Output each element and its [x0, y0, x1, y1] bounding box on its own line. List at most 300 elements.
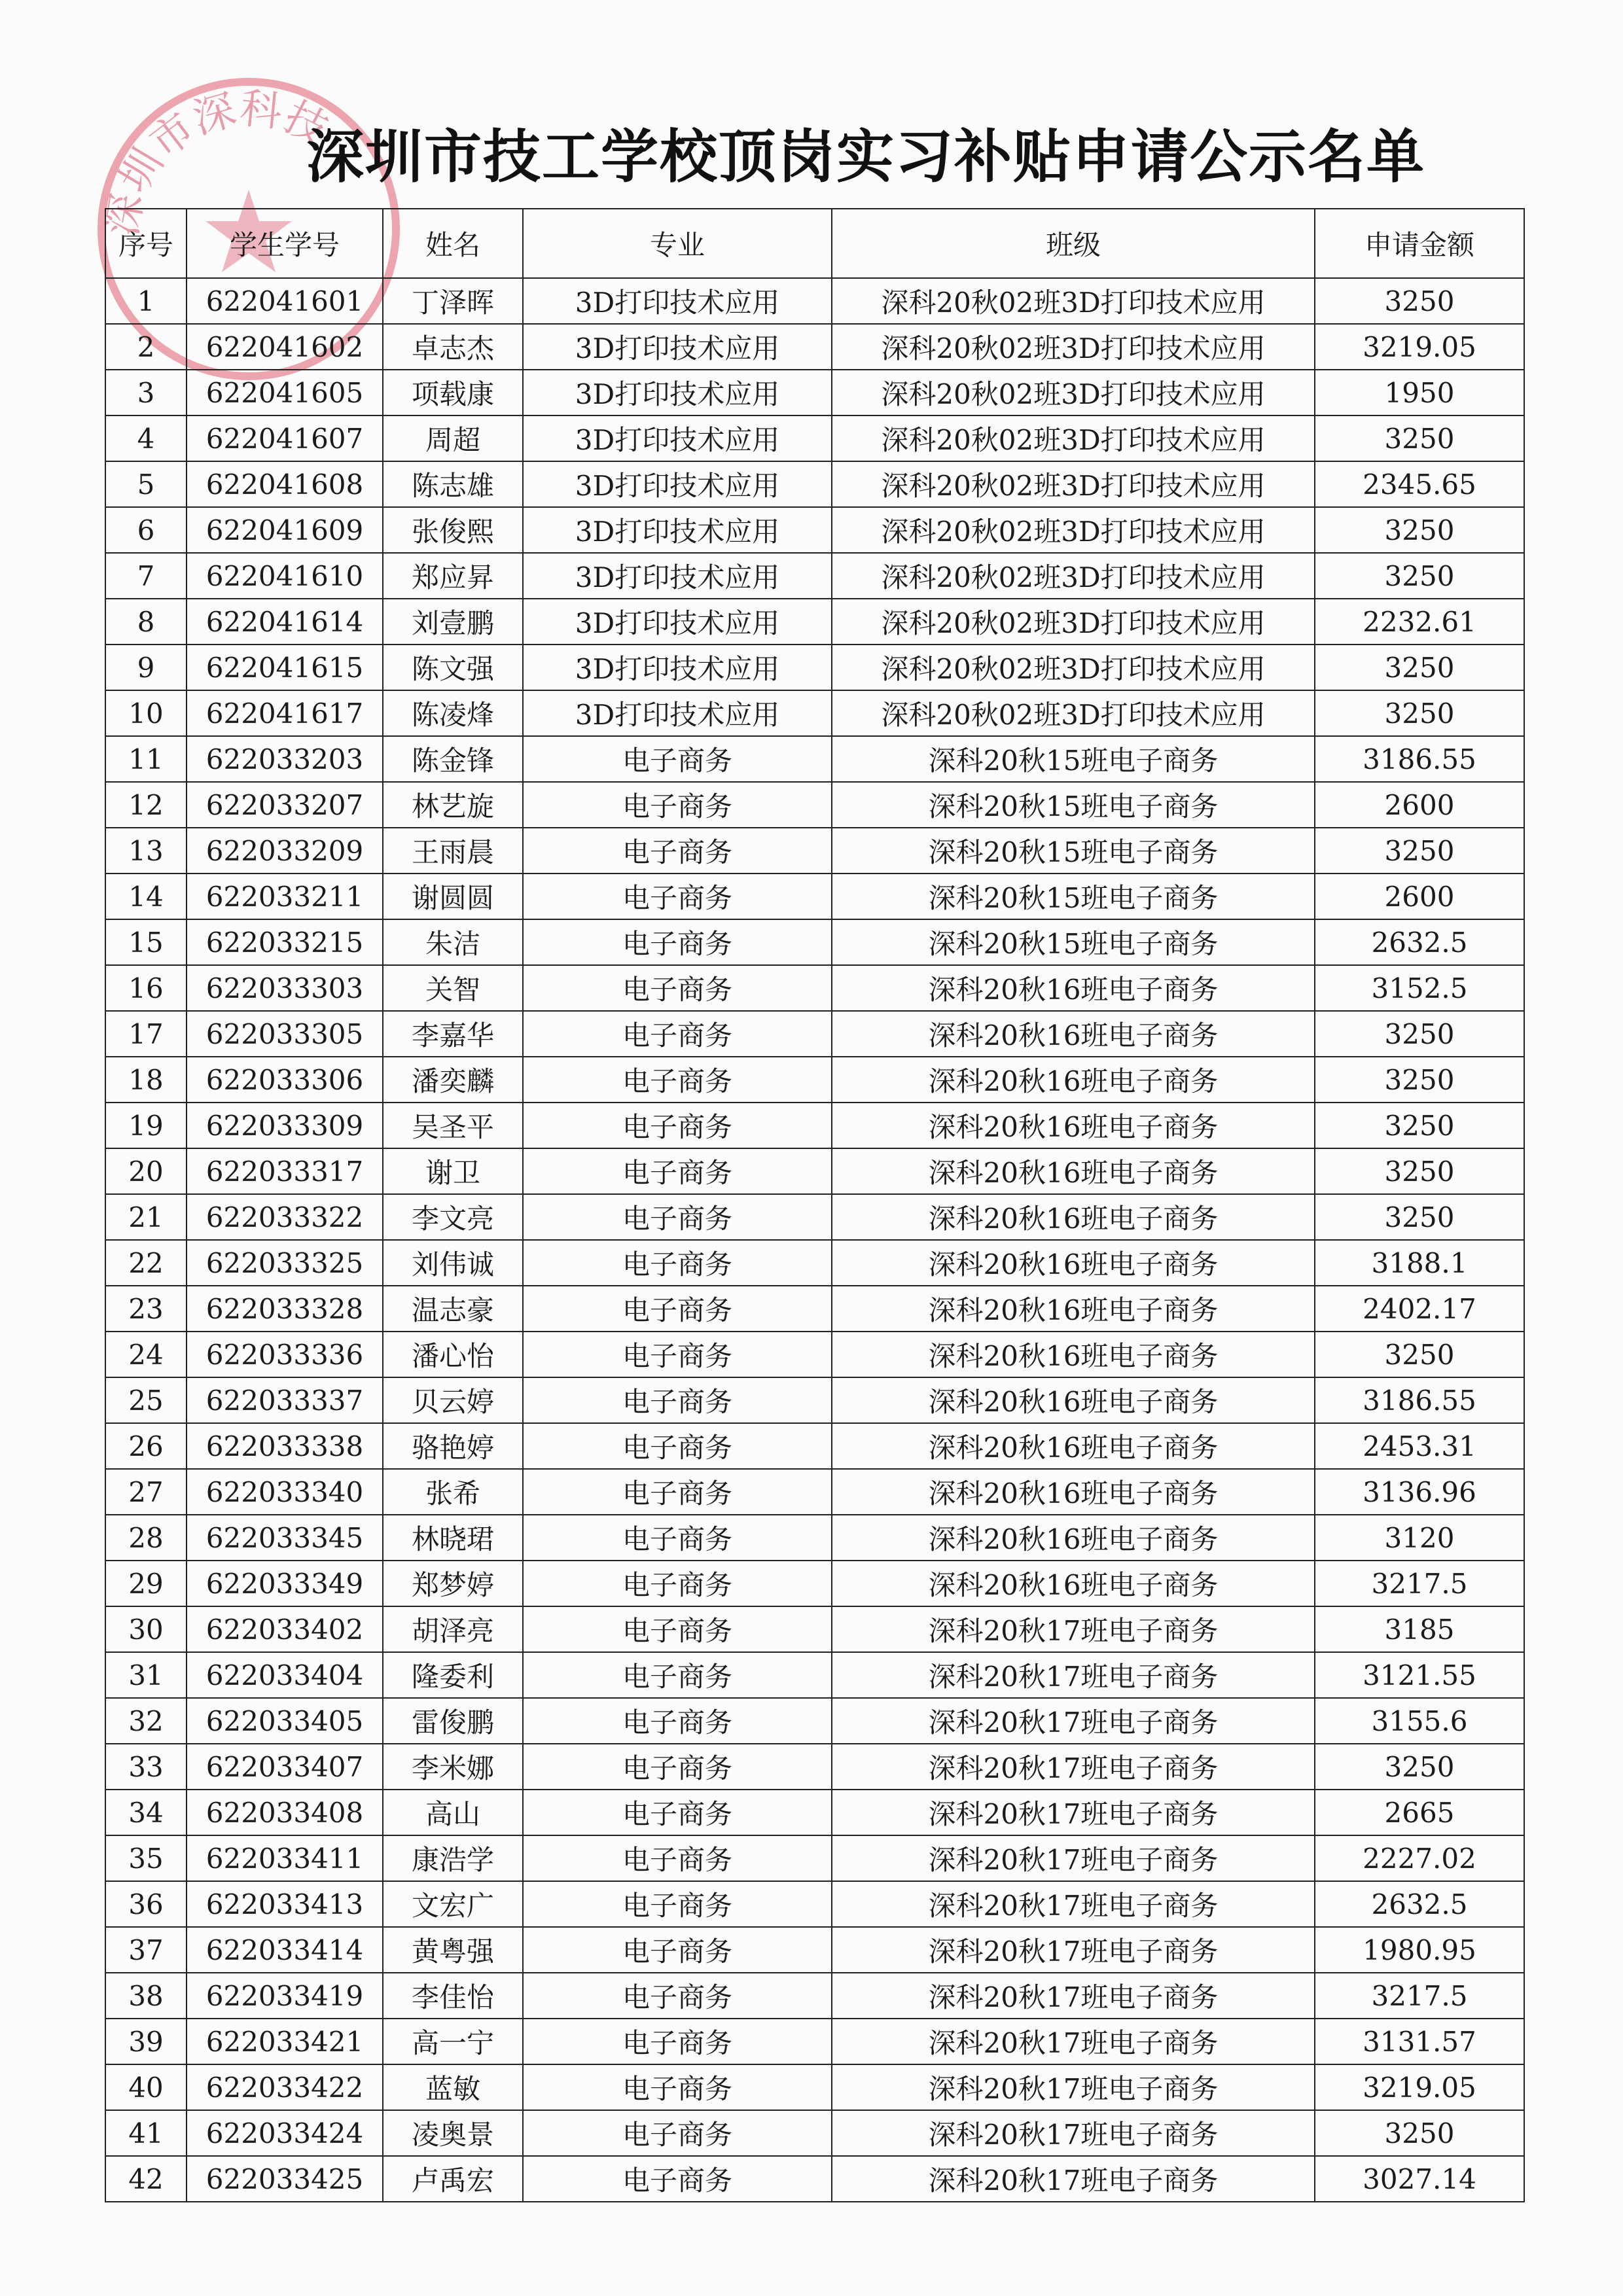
cell-student-id: 622033337: [187, 1377, 383, 1423]
cell-amount: 2600: [1315, 782, 1524, 828]
cell-major: 电子商务: [523, 1561, 832, 1606]
header-major: 专业: [523, 209, 832, 278]
table-row: [105, 278, 1524, 324]
cell-amount: 3217.5: [1315, 1973, 1524, 2019]
subsidy-roster-table: [105, 208, 1525, 2202]
cell-class: 深科20秋15班电子商务: [832, 828, 1315, 874]
cell-student-id: 622033322: [187, 1194, 383, 1240]
cell-class: 深科20秋16班电子商务: [832, 1515, 1315, 1561]
cell-amount: 1950: [1315, 370, 1524, 415]
cell-student-id: 622041601: [187, 278, 383, 324]
cell-student-id: 622033414: [187, 1927, 383, 1973]
cell-student-id: 622033419: [187, 1973, 383, 2019]
table-row: [105, 1606, 1524, 1652]
cell-amount: 3250: [1315, 1744, 1524, 1790]
cell-major: 电子商务: [523, 1057, 832, 1103]
cell-major: 电子商务: [523, 1652, 832, 1698]
cell-seq: 37: [105, 1927, 187, 1973]
header-class: 班级: [832, 209, 1315, 278]
header-seq: 序号: [105, 209, 187, 278]
cell-name: 张俊熙: [383, 507, 523, 553]
table-row: [105, 1881, 1524, 1927]
cell-major: 3D打印技术应用: [523, 645, 832, 690]
cell-amount: 2665: [1315, 1790, 1524, 1835]
cell-class: 深科20秋17班电子商务: [832, 1698, 1315, 1744]
cell-name: 潘心怡: [383, 1332, 523, 1377]
cell-major: 电子商务: [523, 919, 832, 965]
cell-student-id: 622033407: [187, 1744, 383, 1790]
cell-seq: 32: [105, 1698, 187, 1744]
cell-name: 李文亮: [383, 1194, 523, 1240]
cell-amount: 3250: [1315, 415, 1524, 461]
cell-amount: 3250: [1315, 828, 1524, 874]
table-row: [105, 1927, 1524, 1973]
cell-amount: 3250: [1315, 1194, 1524, 1240]
cell-class: 深科20秋02班3D打印技术应用: [832, 415, 1315, 461]
cell-name: 文宏广: [383, 1881, 523, 1927]
cell-amount: 2632.5: [1315, 1881, 1524, 1927]
cell-amount: 3250: [1315, 507, 1524, 553]
cell-seq: 28: [105, 1515, 187, 1561]
cell-class: 深科20秋15班电子商务: [832, 919, 1315, 965]
cell-student-id: 622033422: [187, 2064, 383, 2110]
cell-seq: 21: [105, 1194, 187, 1240]
cell-amount: 3250: [1315, 690, 1524, 736]
cell-class: 深科20秋02班3D打印技术应用: [832, 553, 1315, 599]
cell-name: 卢禹宏: [383, 2156, 523, 2202]
cell-class: 深科20秋16班电子商务: [832, 1194, 1315, 1240]
cell-amount: 3152.5: [1315, 965, 1524, 1011]
cell-seq: 35: [105, 1835, 187, 1881]
cell-major: 电子商务: [523, 2019, 832, 2064]
header-student-id: 学生学号: [187, 209, 383, 278]
cell-student-id: 622033404: [187, 1652, 383, 1698]
cell-seq: 18: [105, 1057, 187, 1103]
cell-major: 电子商务: [523, 2156, 832, 2202]
cell-class: 深科20秋15班电子商务: [832, 736, 1315, 782]
seal-text: 深圳市深科技: [98, 84, 336, 239]
cell-name: 朱洁: [383, 919, 523, 965]
cell-name: 郑梦婷: [383, 1561, 523, 1606]
cell-class: 深科20秋17班电子商务: [832, 1652, 1315, 1698]
cell-seq: 13: [105, 828, 187, 874]
page-title: 深圳市技工学校顶岗实习补贴申请公示名单: [306, 123, 1426, 190]
cell-class: 深科20秋16班电子商务: [832, 1240, 1315, 1286]
cell-amount: 3250: [1315, 645, 1524, 690]
cell-major: 3D打印技术应用: [523, 690, 832, 736]
cell-student-id: 622033211: [187, 874, 383, 919]
cell-seq: 8: [105, 599, 187, 645]
cell-name: 凌奥景: [383, 2110, 523, 2156]
cell-amount: 3186.55: [1315, 736, 1524, 782]
cell-student-id: 622041602: [187, 324, 383, 370]
cell-seq: 16: [105, 965, 187, 1011]
cell-seq: 5: [105, 461, 187, 507]
cell-name: 高一宁: [383, 2019, 523, 2064]
cell-class: 深科20秋16班电子商务: [832, 1469, 1315, 1515]
table-row: [105, 507, 1524, 553]
cell-student-id: 622041609: [187, 507, 383, 553]
cell-amount: 3136.96: [1315, 1469, 1524, 1515]
cell-major: 3D打印技术应用: [523, 278, 832, 324]
cell-major: 电子商务: [523, 1973, 832, 2019]
cell-amount: 2453.31: [1315, 1423, 1524, 1469]
cell-major: 电子商务: [523, 1469, 832, 1515]
table-row: [105, 828, 1524, 874]
cell-major: 电子商务: [523, 2064, 832, 2110]
cell-amount: 3027.14: [1315, 2156, 1524, 2202]
cell-student-id: 622033402: [187, 1606, 383, 1652]
cell-seq: 42: [105, 2156, 187, 2202]
table-row: [105, 690, 1524, 736]
table-row: [105, 415, 1524, 461]
cell-class: 深科20秋02班3D打印技术应用: [832, 278, 1315, 324]
cell-amount: 3250: [1315, 1332, 1524, 1377]
table-row: [105, 874, 1524, 919]
cell-major: 3D打印技术应用: [523, 324, 832, 370]
cell-name: 谢卫: [383, 1148, 523, 1194]
cell-seq: 24: [105, 1332, 187, 1377]
cell-major: 电子商务: [523, 1515, 832, 1561]
cell-student-id: 622033325: [187, 1240, 383, 1286]
cell-class: 深科20秋16班电子商务: [832, 1332, 1315, 1377]
cell-name: 骆艳婷: [383, 1423, 523, 1469]
cell-name: 康浩学: [383, 1835, 523, 1881]
cell-class: 深科20秋16班电子商务: [832, 1423, 1315, 1469]
cell-amount: 3217.5: [1315, 1561, 1524, 1606]
cell-seq: 17: [105, 1011, 187, 1057]
table-row: [105, 965, 1524, 1011]
cell-class: 深科20秋17班电子商务: [832, 1927, 1315, 1973]
cell-class: 深科20秋02班3D打印技术应用: [832, 507, 1315, 553]
cell-seq: 12: [105, 782, 187, 828]
cell-seq: 6: [105, 507, 187, 553]
cell-amount: 2345.65: [1315, 461, 1524, 507]
cell-name: 陈金锋: [383, 736, 523, 782]
cell-major: 电子商务: [523, 1286, 832, 1332]
cell-amount: 3219.05: [1315, 2064, 1524, 2110]
cell-class: 深科20秋17班电子商务: [832, 1790, 1315, 1835]
cell-student-id: 622033209: [187, 828, 383, 874]
cell-major: 电子商务: [523, 1927, 832, 1973]
table-row: [105, 1286, 1524, 1332]
cell-seq: 19: [105, 1103, 187, 1148]
cell-seq: 10: [105, 690, 187, 736]
cell-student-id: 622033317: [187, 1148, 383, 1194]
cell-amount: 3185: [1315, 1606, 1524, 1652]
cell-name: 丁泽晖: [383, 278, 523, 324]
cell-seq: 33: [105, 1744, 187, 1790]
cell-amount: 3155.6: [1315, 1698, 1524, 1744]
cell-major: 电子商务: [523, 736, 832, 782]
cell-class: 深科20秋16班电子商务: [832, 1286, 1315, 1332]
cell-name: 周超: [383, 415, 523, 461]
cell-student-id: 622041614: [187, 599, 383, 645]
cell-seq: 14: [105, 874, 187, 919]
cell-class: 深科20秋02班3D打印技术应用: [832, 324, 1315, 370]
cell-student-id: 622033413: [187, 1881, 383, 1927]
cell-seq: 40: [105, 2064, 187, 2110]
cell-class: 深科20秋15班电子商务: [832, 782, 1315, 828]
cell-class: 深科20秋17班电子商务: [832, 2110, 1315, 2156]
header-amount: 申请金额: [1315, 209, 1524, 278]
cell-name: 陈文强: [383, 645, 523, 690]
cell-name: 刘壹鹏: [383, 599, 523, 645]
table-row: [105, 1332, 1524, 1377]
cell-student-id: 622033336: [187, 1332, 383, 1377]
cell-student-id: 622033305: [187, 1011, 383, 1057]
table-row: [105, 599, 1524, 645]
cell-seq: 23: [105, 1286, 187, 1332]
cell-name: 李米娜: [383, 1744, 523, 1790]
table-row: [105, 1011, 1524, 1057]
cell-name: 关智: [383, 965, 523, 1011]
table-row: [105, 1423, 1524, 1469]
table-row: [105, 1377, 1524, 1423]
cell-amount: 3186.55: [1315, 1377, 1524, 1423]
cell-student-id: 622041617: [187, 690, 383, 736]
cell-class: 深科20秋02班3D打印技术应用: [832, 645, 1315, 690]
cell-seq: 39: [105, 2019, 187, 2064]
cell-name: 吴圣平: [383, 1103, 523, 1148]
table-row: [105, 1240, 1524, 1286]
cell-name: 王雨晨: [383, 828, 523, 874]
cell-seq: 27: [105, 1469, 187, 1515]
cell-seq: 11: [105, 736, 187, 782]
table-row: [105, 1515, 1524, 1561]
cell-name: 隆委利: [383, 1652, 523, 1698]
table-row: [105, 2110, 1524, 2156]
cell-student-id: 622033215: [187, 919, 383, 965]
cell-major: 3D打印技术应用: [523, 415, 832, 461]
cell-student-id: 622033306: [187, 1057, 383, 1103]
cell-name: 刘伟诚: [383, 1240, 523, 1286]
cell-major: 电子商务: [523, 1011, 832, 1057]
cell-class: 深科20秋17班电子商务: [832, 2019, 1315, 2064]
cell-seq: 15: [105, 919, 187, 965]
cell-seq: 38: [105, 1973, 187, 2019]
cell-major: 电子商务: [523, 1835, 832, 1881]
cell-class: 深科20秋17班电子商务: [832, 2064, 1315, 2110]
header-name: 姓名: [383, 209, 523, 278]
table-row: [105, 1057, 1524, 1103]
cell-name: 贝云婷: [383, 1377, 523, 1423]
table-row: [105, 1744, 1524, 1790]
table-row: [105, 1652, 1524, 1698]
cell-student-id: 622033303: [187, 965, 383, 1011]
cell-major: 电子商务: [523, 2110, 832, 2156]
cell-major: 电子商务: [523, 1194, 832, 1240]
table-row: [105, 461, 1524, 507]
cell-major: 3D打印技术应用: [523, 599, 832, 645]
cell-amount: 2227.02: [1315, 1835, 1524, 1881]
table-row: [105, 1698, 1524, 1744]
table-row: [105, 370, 1524, 415]
cell-class: 深科20秋16班电子商务: [832, 1103, 1315, 1148]
cell-seq: 31: [105, 1652, 187, 1698]
cell-name: 陈凌烽: [383, 690, 523, 736]
cell-major: 电子商务: [523, 1881, 832, 1927]
table-row: [105, 2064, 1524, 2110]
cell-seq: 26: [105, 1423, 187, 1469]
cell-major: 电子商务: [523, 1377, 832, 1423]
cell-name: 雷俊鹏: [383, 1698, 523, 1744]
table-body: [105, 278, 1524, 2202]
table-row: [105, 782, 1524, 828]
cell-amount: 2402.17: [1315, 1286, 1524, 1332]
cell-name: 温志豪: [383, 1286, 523, 1332]
table-row: [105, 1194, 1524, 1240]
cell-class: 深科20秋16班电子商务: [832, 1148, 1315, 1194]
cell-seq: 4: [105, 415, 187, 461]
cell-major: 电子商务: [523, 1240, 832, 1286]
cell-class: 深科20秋16班电子商务: [832, 1011, 1315, 1057]
cell-seq: 22: [105, 1240, 187, 1286]
cell-student-id: 622033411: [187, 1835, 383, 1881]
cell-amount: 3120: [1315, 1515, 1524, 1561]
cell-class: 深科20秋17班电子商务: [832, 2156, 1315, 2202]
cell-student-id: 622041605: [187, 370, 383, 415]
cell-amount: 3250: [1315, 1148, 1524, 1194]
cell-class: 深科20秋16班电子商务: [832, 1377, 1315, 1423]
cell-name: 李佳怡: [383, 1973, 523, 2019]
cell-student-id: 622033207: [187, 782, 383, 828]
cell-amount: 2600: [1315, 874, 1524, 919]
cell-amount: 3131.57: [1315, 2019, 1524, 2064]
cell-name: 林晓珺: [383, 1515, 523, 1561]
cell-class: 深科20秋02班3D打印技术应用: [832, 461, 1315, 507]
cell-student-id: 622033408: [187, 1790, 383, 1835]
cell-class: 深科20秋02班3D打印技术应用: [832, 599, 1315, 645]
table-row: [105, 1835, 1524, 1881]
cell-amount: 3188.1: [1315, 1240, 1524, 1286]
cell-seq: 1: [105, 278, 187, 324]
cell-amount: 3250: [1315, 553, 1524, 599]
table-row: [105, 1561, 1524, 1606]
cell-amount: 3219.05: [1315, 324, 1524, 370]
cell-seq: 7: [105, 553, 187, 599]
cell-major: 电子商务: [523, 1744, 832, 1790]
cell-class: 深科20秋16班电子商务: [832, 1561, 1315, 1606]
cell-student-id: 622033203: [187, 736, 383, 782]
cell-class: 深科20秋02班3D打印技术应用: [832, 370, 1315, 415]
cell-student-id: 622033349: [187, 1561, 383, 1606]
table-row: [105, 2019, 1524, 2064]
cell-seq: 36: [105, 1881, 187, 1927]
cell-name: 林艺旋: [383, 782, 523, 828]
cell-class: 深科20秋17班电子商务: [832, 1973, 1315, 2019]
cell-major: 电子商务: [523, 782, 832, 828]
cell-student-id: 622041607: [187, 415, 383, 461]
cell-amount: 3250: [1315, 1011, 1524, 1057]
cell-student-id: 622033345: [187, 1515, 383, 1561]
cell-major: 3D打印技术应用: [523, 370, 832, 415]
cell-amount: 3121.55: [1315, 1652, 1524, 1698]
table-row: [105, 1469, 1524, 1515]
cell-major: 电子商务: [523, 1423, 832, 1469]
cell-student-id: 622041615: [187, 645, 383, 690]
cell-student-id: 622033405: [187, 1698, 383, 1744]
table-row: [105, 553, 1524, 599]
table-row: [105, 1973, 1524, 2019]
table-row: [105, 1103, 1524, 1148]
cell-class: 深科20秋16班电子商务: [832, 1057, 1315, 1103]
cell-major: 电子商务: [523, 828, 832, 874]
cell-name: 黄粤强: [383, 1927, 523, 1973]
cell-amount: 2632.5: [1315, 919, 1524, 965]
cell-seq: 30: [105, 1606, 187, 1652]
table-row: [105, 1148, 1524, 1194]
cell-amount: 3250: [1315, 1103, 1524, 1148]
cell-major: 电子商务: [523, 1606, 832, 1652]
cell-student-id: 622033338: [187, 1423, 383, 1469]
cell-major: 电子商务: [523, 1332, 832, 1377]
cell-name: 李嘉华: [383, 1011, 523, 1057]
cell-amount: 3250: [1315, 278, 1524, 324]
table-row: [105, 736, 1524, 782]
cell-class: 深科20秋15班电子商务: [832, 874, 1315, 919]
cell-seq: 29: [105, 1561, 187, 1606]
cell-class: 深科20秋17班电子商务: [832, 1606, 1315, 1652]
cell-class: 深科20秋17班电子商务: [832, 1835, 1315, 1881]
cell-amount: 2232.61: [1315, 599, 1524, 645]
table-row: [105, 1790, 1524, 1835]
cell-name: 卓志杰: [383, 324, 523, 370]
table-row: [105, 2156, 1524, 2202]
cell-name: 张希: [383, 1469, 523, 1515]
cell-seq: 2: [105, 324, 187, 370]
cell-student-id: 622033421: [187, 2019, 383, 2064]
cell-name: 高山: [383, 1790, 523, 1835]
cell-amount: 3250: [1315, 2110, 1524, 2156]
cell-amount: 3250: [1315, 1057, 1524, 1103]
cell-student-id: 622033340: [187, 1469, 383, 1515]
cell-amount: 1980.95: [1315, 1927, 1524, 1973]
cell-seq: 20: [105, 1148, 187, 1194]
table-row: [105, 645, 1524, 690]
table-header-row: [105, 209, 1524, 278]
cell-seq: 9: [105, 645, 187, 690]
cell-class: 深科20秋17班电子商务: [832, 1881, 1315, 1927]
cell-major: 3D打印技术应用: [523, 507, 832, 553]
cell-student-id: 622041608: [187, 461, 383, 507]
cell-student-id: 622033424: [187, 2110, 383, 2156]
cell-major: 3D打印技术应用: [523, 461, 832, 507]
cell-major: 3D打印技术应用: [523, 553, 832, 599]
cell-major: 电子商务: [523, 1698, 832, 1744]
cell-class: 深科20秋17班电子商务: [832, 1744, 1315, 1790]
table-row: [105, 324, 1524, 370]
cell-student-id: 622033328: [187, 1286, 383, 1332]
cell-name: 潘奕麟: [383, 1057, 523, 1103]
cell-seq: 25: [105, 1377, 187, 1423]
table-row: [105, 919, 1524, 965]
cell-major: 电子商务: [523, 1790, 832, 1835]
cell-major: 电子商务: [523, 965, 832, 1011]
cell-student-id: 622041610: [187, 553, 383, 599]
cell-name: 郑应昇: [383, 553, 523, 599]
cell-major: 电子商务: [523, 1103, 832, 1148]
cell-major: 电子商务: [523, 1148, 832, 1194]
cell-major: 电子商务: [523, 874, 832, 919]
cell-name: 陈志雄: [383, 461, 523, 507]
cell-student-id: 622033309: [187, 1103, 383, 1148]
cell-name: 蓝敏: [383, 2064, 523, 2110]
cell-class: 深科20秋02班3D打印技术应用: [832, 690, 1315, 736]
cell-student-id: 622033425: [187, 2156, 383, 2202]
cell-class: 深科20秋16班电子商务: [832, 965, 1315, 1011]
cell-seq: 3: [105, 370, 187, 415]
